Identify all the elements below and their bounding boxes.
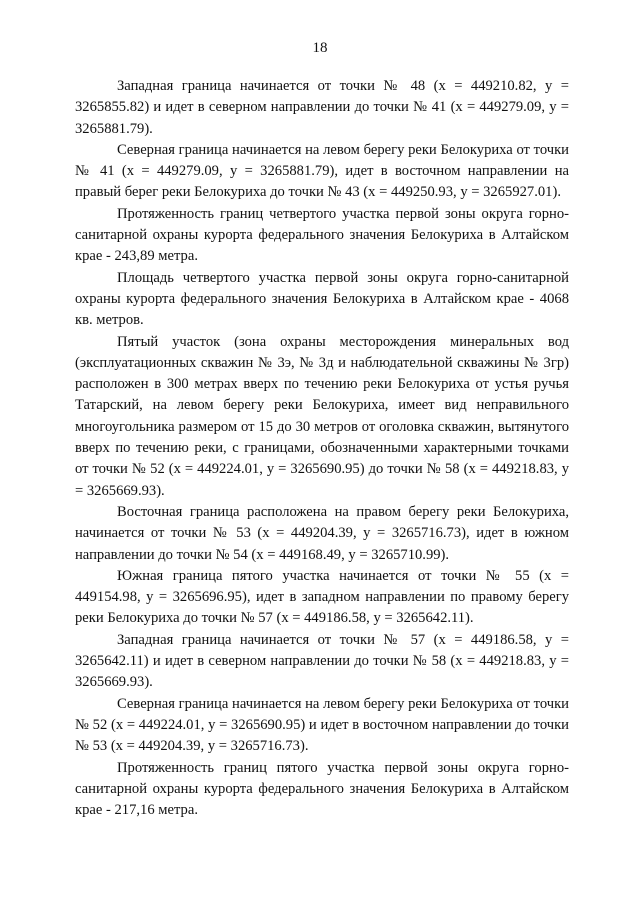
paragraph-length-5: Протяженность границ пятого участка первой зоны округа горно-санитарной охраны курорта федерального значения Белокуриха в Алтайском крае - 217,16 метра. — [75, 759, 569, 819]
paragraph-north-boundary-5: Северная граница начинается на левом берегу реки Белокуриха от точки № 52 (x = 449224.01, y = 3265690.95) и идет в восточном направлении до точки № 53 (x = 449204.39, y = 3265716.73). — [75, 695, 569, 755]
paragraph-area-4: Площадь четвертого участка первой зоны округа горно-санитарной охраны курорта федерального значения Белокуриха в Алтайском крае - 4068 кв. метров. — [75, 269, 569, 329]
paragraph-east-boundary-5: Восточная граница расположена на правом берегу реки Белокуриха, начинается от точки № 53 (x = 449204.39, y = 3265716.73), идет в южном направлении до точки № 54 (x = 449168.49, y = 3265710.99). — [75, 503, 569, 563]
paragraph-south-boundary-5: Южная граница пятого участка начинается от точки № 55 (x = 449154.98, y = 3265696.95), идет в западном направлении по правому берегу реки Белокуриха до точки № 57 (x = 449186.58, y = 3265642.11). — [75, 567, 569, 627]
document-body — [75, 76, 569, 821]
paragraph-west-boundary-5: Западная граница начинается от точки № 57 (x = 449186.58, y = 3265642.11) и идет в северном направлении до точки № 58 (x = 449218.83, y = 3265669.93). — [75, 631, 569, 691]
paragraph-west-boundary-4: Западная граница начинается от точки № 48 (x = 449210.82, y = 3265855.82) и идет в северном направлении до точки № 41 (x = 449279.09, y = 3265881.79). — [75, 78, 569, 137]
paragraph-fifth-section: Пятый участок (зона охраны месторождения минеральных вод (эксплуатационных скважин № 3э, № 3д и наблюдательной скважины № 3гр) расположен в 300 метрах вверх по течению реки Белокуриха от устья ручья Татарский, на левом берегу реки Белокуриха, имеет вид неправильного многоугольника размером от 15 до 30 метров от оголовка скважин, вытянутого вверх по течению реки, с границами, обозначенными характерными точками от точки № 52 (x = 449224.01, y = 3265690.95) до точки № 58 (x = 449218.83, y = 3265669.93). — [75, 333, 569, 499]
paragraph-north-boundary-4: Северная граница начинается на левом берегу реки Белокуриха от точки № 41 (x = 449279.09, y = 3265881.79), идет в восточном направлении на правый берег реки Белокуриха до точки № 43 (x = 449250.93, y = 3265927.01). — [75, 141, 569, 201]
page-number: 18 — [312, 40, 328, 56]
paragraph-length-4: Протяженность границ четвертого участка первой зоны округа горно-санитарной охраны курорта федерального значения Белокуриха в Алтайском крае - 243,89 метра. — [75, 205, 569, 265]
